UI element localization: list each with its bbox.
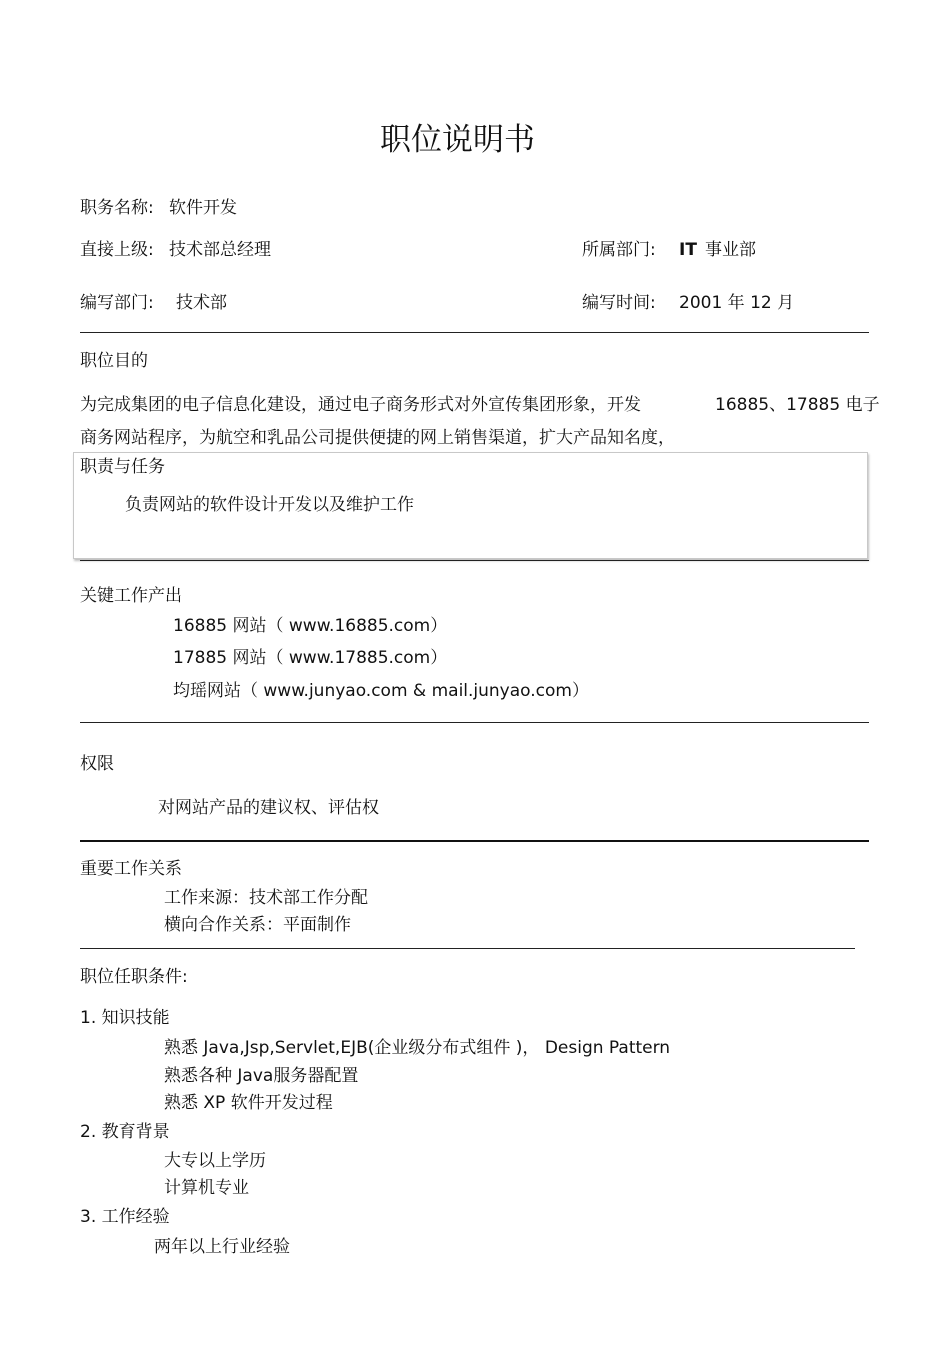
output-item: 17885 网站（ www.17885.com） (173, 648, 448, 668)
dept-name: 事业部 (705, 240, 756, 260)
job-name-label: 职务名称: (80, 198, 154, 218)
page-title: 职位说明书 (380, 122, 535, 158)
purpose-heading: 职位目的 (80, 351, 148, 371)
divider (80, 722, 869, 723)
divider (80, 840, 869, 842)
purpose-line-1-tail: 16885、17885 电子 (715, 395, 880, 415)
authority-item: 对网站产品的建议权、评估权 (158, 798, 379, 818)
relations-heading: 重要工作关系 (80, 859, 182, 879)
requirement-item: 熟悉 Java,Jsp,Servlet,EJB(企业级分布式组件 )， Design Pattern (164, 1038, 671, 1058)
requirement-section-title: 3. 工作经验 (80, 1207, 170, 1227)
duties-item: 负责网站的软件设计开发以及维护工作 (125, 495, 414, 515)
outputs-heading: 关键工作产出 (80, 586, 182, 606)
divider (80, 560, 869, 561)
divider (80, 948, 855, 949)
dept-label: 所属部门: (582, 240, 656, 260)
output-item: 16885 网站（ www.16885.com） (173, 616, 448, 636)
superior-value: 技术部总经理 (169, 240, 271, 260)
relations-source: 工作来源：技术部工作分配 (164, 888, 368, 908)
requirement-section-title: 1. 知识技能 (80, 1008, 170, 1028)
requirement-item: 计算机专业 (164, 1178, 249, 1198)
relations-horizontal: 横向合作关系：平面制作 (164, 915, 351, 935)
author-dept-value: 技术部 (176, 293, 227, 313)
output-item: 均瑶网站（ www.junyao.com & mail.junyao.com） (173, 681, 589, 701)
date-label: 编写时间: (582, 293, 656, 313)
purpose-line-1: 为完成集团的电子信息化建设，通过电子商务形式对外宣传集团形象，开发 (80, 395, 641, 415)
author-dept-label: 编写部门: (80, 293, 154, 313)
requirements-heading: 职位任职条件: (80, 967, 188, 987)
requirement-section-title: 2. 教育背景 (80, 1122, 170, 1142)
requirement-item: 两年以上行业经验 (154, 1237, 290, 1257)
date-value: 2001 年 12 月 (679, 293, 795, 313)
superior-label: 直接上级: (80, 240, 154, 260)
purpose-line-2: 商务网站程序，为航空和乳品公司提供便捷的网上销售渠道，扩大产品知名度， (80, 428, 675, 448)
requirement-item: 熟悉 XP 软件开发过程 (164, 1093, 333, 1113)
requirement-item: 熟悉各种 Java服务器配置 (164, 1066, 359, 1086)
job-name-value: 软件开发 (169, 198, 237, 218)
duties-heading: 职责与任务 (80, 457, 165, 477)
divider (80, 332, 869, 333)
dept-it: IT (679, 240, 697, 260)
authority-heading: 权限 (80, 754, 114, 774)
requirement-item: 大专以上学历 (164, 1151, 266, 1171)
